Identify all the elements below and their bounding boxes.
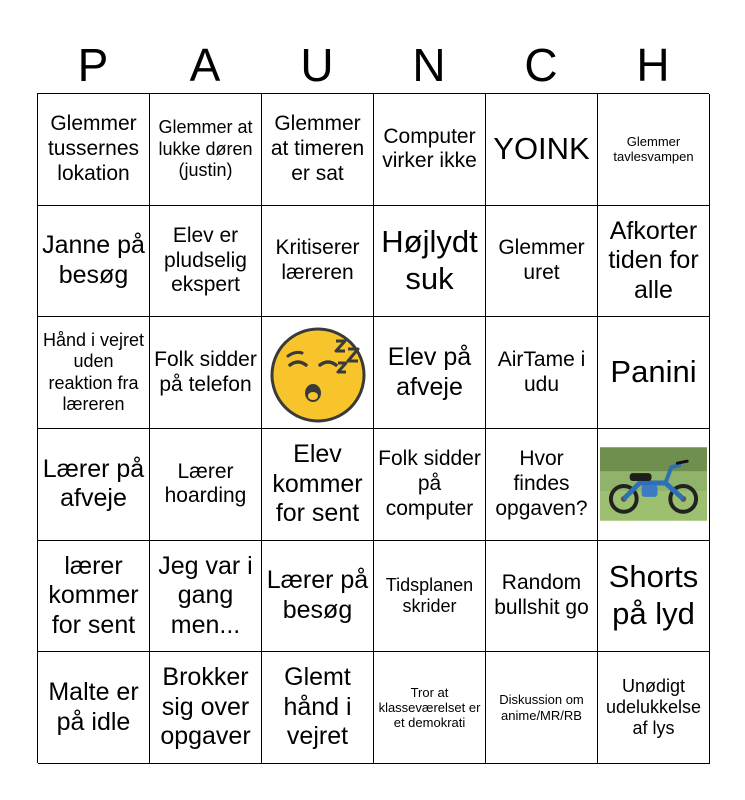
bingo-cell[interactable] [150, 541, 262, 653]
cell-text: Tidsplanen skrider [385, 574, 474, 616]
image-cell[interactable] [598, 429, 710, 541]
bingo-cell[interactable] [150, 317, 262, 429]
bingo-cell[interactable] [374, 206, 486, 318]
bingo-cell[interactable] [262, 429, 374, 541]
bingo-cell[interactable] [38, 94, 150, 206]
cell-text: Janne på besøg [42, 231, 145, 289]
bingo-cell[interactable] [150, 652, 262, 764]
cell-text: AirTame i udu [497, 347, 586, 396]
bingo-cell[interactable] [486, 317, 598, 429]
bingo-cell[interactable] [38, 429, 150, 541]
cell-text: Lærer hoarding [164, 459, 247, 508]
cell-text: Elev er pludselig ekspert [164, 223, 247, 297]
bingo-cell[interactable] [486, 652, 598, 764]
bingo-cell[interactable] [150, 206, 262, 318]
cell-text: YOINK [493, 131, 590, 167]
bingo-cell[interactable] [374, 429, 486, 541]
bingo-header [37, 38, 709, 92]
bingo-cell[interactable] [38, 206, 150, 318]
cell-text: Hvor findes opgaven? [495, 447, 588, 520]
bingo-grid [37, 93, 709, 763]
bingo-cell[interactable] [150, 429, 262, 541]
cell-text: Glemt hånd i vejret [283, 663, 352, 751]
cell-text: Lærer på afveje [42, 454, 145, 513]
bingo-cell[interactable] [374, 94, 486, 206]
bingo-cell[interactable] [598, 652, 710, 764]
cell-text: Diskussion om anime/MR/RB [499, 692, 584, 723]
cell-text: Brokker sig over opgaver [160, 663, 251, 751]
cell-text: Lærer på besøg [266, 566, 369, 624]
header-letter-c: C [524, 39, 558, 91]
bingo-cell[interactable] [374, 541, 486, 653]
cell-text: Shorts på lyd [608, 559, 699, 631]
header-letter-n: N [412, 39, 446, 91]
header-letter-p: P [77, 39, 109, 91]
header-letter-h: H [636, 39, 670, 91]
cell-text: Folk sidder på telefon [154, 347, 257, 396]
cell-text: Glemmer uret [498, 236, 585, 284]
bingo-cell[interactable] [38, 541, 150, 653]
cell-text: Panini [610, 354, 697, 390]
bingo-cell[interactable] [38, 652, 150, 764]
cell-text: Jeg var i gang men... [158, 551, 253, 639]
bingo-cell[interactable] [262, 652, 374, 764]
bingo-cell[interactable] [262, 206, 374, 318]
cell-text: Folk sidder på computer [378, 447, 481, 520]
cell-text: Malte er på idle [48, 678, 139, 736]
bingo-cell[interactable] [486, 541, 598, 653]
bingo-cell[interactable] [598, 317, 710, 429]
bingo-cell[interactable] [598, 206, 710, 318]
header-letter-u: U [300, 39, 334, 91]
cell-text: Afkorter tiden for alle [608, 216, 699, 304]
bingo-cell[interactable] [486, 206, 598, 318]
cell-text: Glemmer at lukke døren (justin) [158, 117, 253, 180]
cell-text: Glemmer tussernes lokation [47, 112, 140, 185]
cell-text: Random bullshit go [494, 571, 589, 619]
bingo-cell[interactable] [38, 317, 150, 429]
bingo-cell[interactable] [486, 429, 598, 541]
bingo-cell[interactable] [262, 541, 374, 653]
cell-text: Unødigt udelukkelse af lys [605, 675, 702, 739]
bingo-cell[interactable] [598, 541, 710, 653]
cell-text: Hånd i vejret uden reaktion fra læreren [42, 330, 145, 414]
cell-text: Glemmer tavlesvampen [613, 134, 694, 165]
cell-text: Højlydt suk [381, 224, 478, 296]
header-letter-a: A [189, 39, 221, 91]
cell-text: lærer kommer for sent [48, 551, 139, 639]
cell-text: Elev på afveje [387, 343, 472, 401]
bingo-cell[interactable] [486, 94, 598, 206]
bingo-cell[interactable] [374, 317, 486, 429]
moped-photo-icon [600, 447, 707, 521]
free-space-cell[interactable] [262, 317, 374, 429]
cell-text: Elev kommer for sent [272, 440, 363, 528]
bingo-cell[interactable] [598, 94, 710, 206]
cell-text: Glemmer at timeren er sat [270, 112, 365, 185]
bingo-cell[interactable] [262, 94, 374, 206]
sleeping-face-icon [268, 323, 368, 423]
bingo-cell[interactable] [150, 94, 262, 206]
cell-text: Tror at klasseværelset er et demokrati [378, 684, 481, 731]
cell-text: Kritiserer læreren [275, 236, 360, 284]
cell-text: Computer virker ikke [382, 124, 477, 173]
bingo-cell[interactable] [374, 652, 486, 764]
